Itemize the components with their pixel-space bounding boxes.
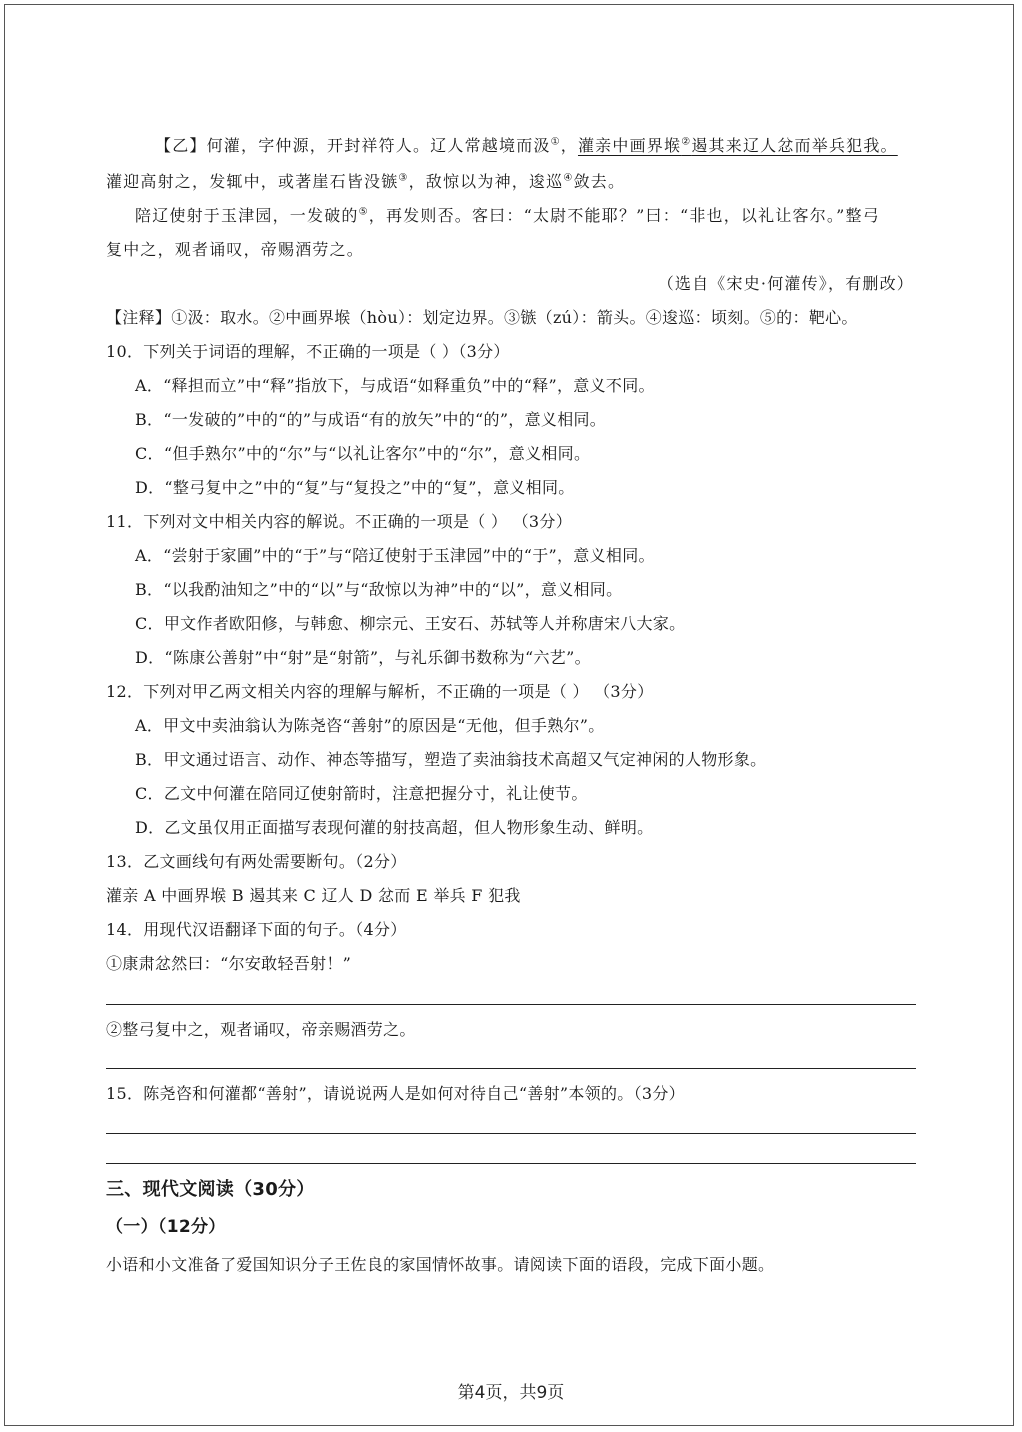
passage-line-3 [135,206,880,226]
q11-option-d: D．“陈康公善射”中“射”是“射箭”，与礼乐御书数称为“六艺”。 [135,648,591,667]
q12-option-b: B．甲文通过语言、动作、神态等描写，塑造了卖油翁技术高超又气定神闲的人物形象。 [135,750,767,769]
passage-notes: 【注释】①汲：取水。②中画界堠（hòu）：划定边界。③镞（zú）：箭头。④逡巡：顷刻。⑤的：靶心。 [106,308,858,327]
passage-line-1 [155,136,898,156]
passage-line-4: 复中之，观者诵叹，帝赐酒劳之。 [106,240,365,259]
q10-option-b: B．“一发破的”中的“的”与成语“有的放矢”中的“的”，意义相同。 [135,410,607,429]
page-number: 第4页，共9页 [457,1383,565,1403]
text-segment: 灌迎高射之，发辄中，或著崖石皆没镞 [106,172,399,191]
note-mark: ⑤ [358,206,369,218]
text-segment: ， [560,136,578,155]
q14-sentence-1: ①康肃忿然曰：“尔安敢轻吾射！” [106,954,352,973]
text-segment: 灌亲中画界堠 [577,136,682,155]
answer-line[interactable] [106,1068,916,1069]
q12-option-c: C．乙文中何灌在陪同辽使射箭时，注意把握分寸，礼让使节。 [135,784,588,803]
passage-source: （选自《宋史·何灌传》，有删改） [657,274,914,293]
note-mark: ① [550,136,561,148]
note-mark: ④ [563,172,574,184]
q11-option-c: C．甲文作者欧阳修，与韩愈、柳宗元、王安石、苏轼等人并称唐宋八大家。 [135,614,686,633]
note-mark: ③ [398,172,409,184]
section-title: 三、现代文阅读（30分） [106,1179,315,1200]
q10-option-d: D．“整弓复中之”中的“复”与“复投之”中的“复”，意义相同。 [135,478,575,497]
q11-option-b: B．“以我酌油知之”中的“以”与“敌惊以为神”中的“以”，意义相同。 [135,580,623,599]
q11-option-a: A．“尝射于家圃”中的“于”与“陪辽使射于玉津园”中的“于”，意义相同。 [135,546,655,565]
text-segment: 陪辽使射于玉津园，一发破的 [135,206,359,225]
text-segment: ，敌惊以为神，逡巡 [408,172,564,191]
question-11: 11．下列对文中相关内容的解说。不正确的一项是（ ） （3分） [106,512,573,531]
text-segment: ，再发则否。客曰：“太尉不能耶？”曰：“非也，以礼让客尔。”整弓 [368,206,880,225]
section-intro: 小语和小文准备了爱国知识分子王佐良的家国情怀故事。请阅读下面的语段，完成下面小题。 [106,1255,775,1274]
note-mark: ② [681,136,692,148]
passage-line-2 [106,172,625,192]
text-segment: 敛去。 [573,172,626,191]
q14-sentence-2: ②整弓复中之，观者诵叹，帝亲赐酒劳之。 [106,1020,416,1039]
subsection-title: （一）（12分） [106,1217,226,1237]
answer-line[interactable] [106,1163,916,1164]
q10-option-c: C．“但手熟尔”中的“尔”与“以礼让客尔”中的“尔”，意义相同。 [135,444,591,463]
q10-option-a: A．“释担而立”中“释”指放下，与成语“如释重负”中的“释”，意义不同。 [135,376,655,395]
text-segment: 【乙】何灌，字仲源，开封祥符人。辽人常越境而汲 [155,136,551,155]
underlined-sentence [578,136,898,155]
question-14: 14．用现代汉语翻译下面的句子。（4分） [106,920,407,939]
answer-line[interactable] [106,1004,916,1005]
q13-sentence: 灌亲 A 中画界堠 B 遏其来 C 辽人 D 忿而 E 举兵 F 犯我 [106,886,521,905]
q12-option-d: D．乙文虽仅用正面描写表现何灌的射技高超，但人物形象生动、鲜明。 [135,818,654,837]
question-12: 12．下列对甲乙两文相关内容的理解与解析，不正确的一项是（ ） （3分） [106,682,654,701]
q12-option-a: A．甲文中卖油翁认为陈尧咨“善射”的原因是“无他，但手熟尔”。 [135,716,605,735]
answer-line[interactable] [106,1133,916,1134]
question-15: 15．陈尧咨和何灌都“善射”，请说说两人是如何对待自己“善射”本领的。（3分） [106,1084,685,1103]
question-10: 10．下列关于词语的理解，不正确的一项是（ ）（3分） [106,342,510,361]
question-13: 13．乙文画线句有两处需要断句。（2分） [106,852,407,871]
text-segment: 遏其来辽人忿而举兵犯我。 [691,136,898,155]
